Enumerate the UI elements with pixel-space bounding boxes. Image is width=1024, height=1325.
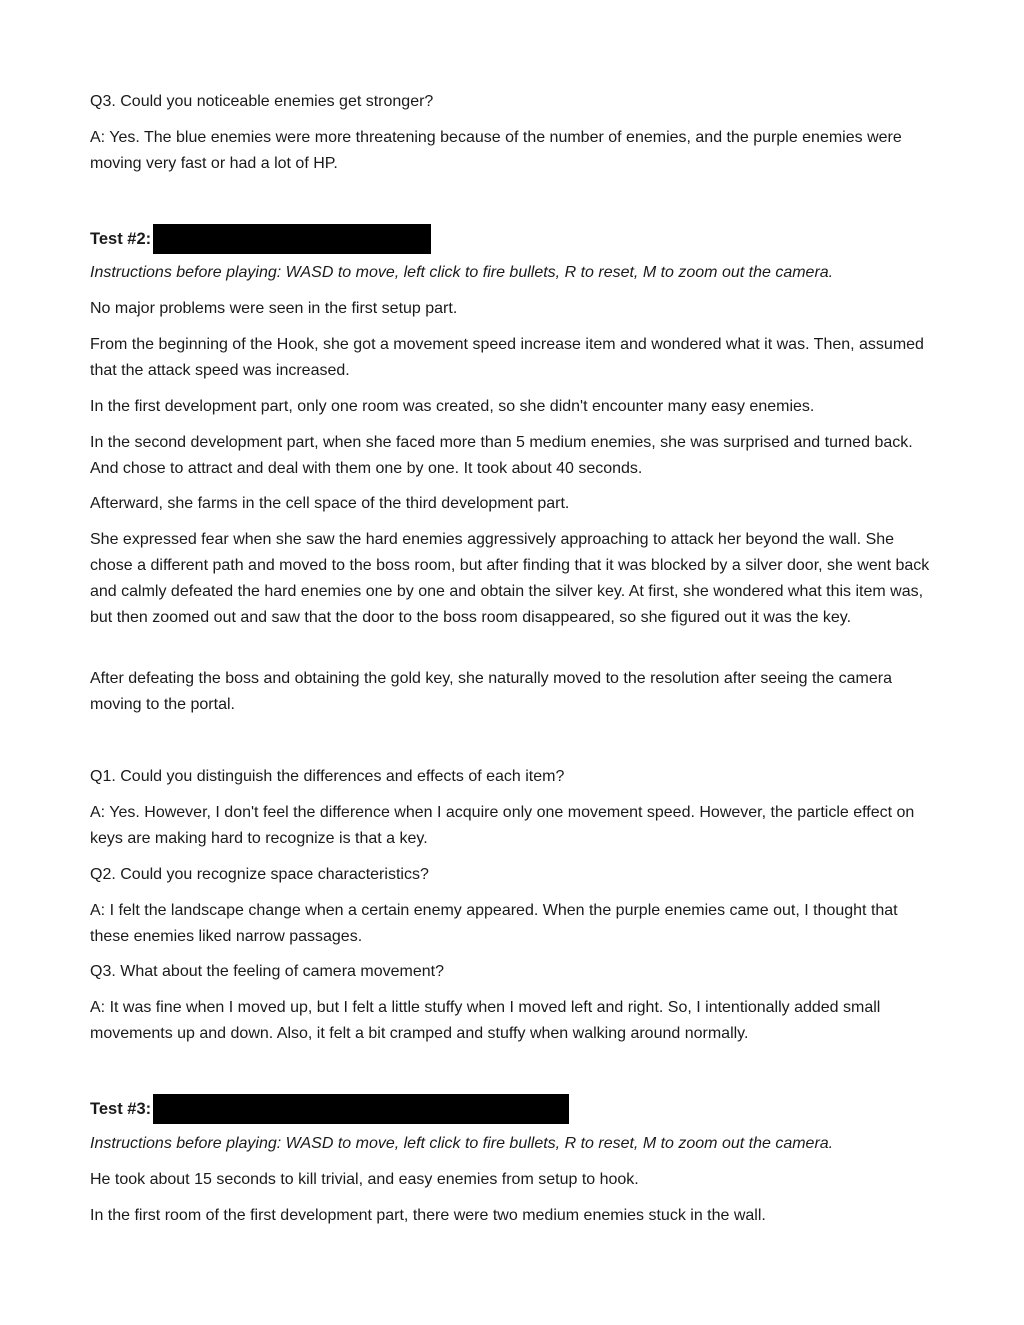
observation-paragraph: In the first room of the first development part, there were two medium enemies stuck in the wall. [90, 1207, 766, 1224]
test-3-heading-label: Test #3: [90, 1100, 152, 1118]
observation-paragraph: From the beginning of the Hook, she got a movement speed increase item and wondered what it was. Then, assumed that the attack speed was increased. [90, 336, 924, 379]
observation-paragraph: After defeating the boss and obtaining the gold key, she naturally moved to the resolution after seeing the camera moving to the portal. [90, 670, 892, 713]
question-text: Q3. Could you noticeable enemies get stronger? [90, 93, 434, 110]
test-2-heading-label: Test #2: [90, 230, 152, 248]
answer-text: A: I felt the landscape change when a certain enemy appeared. When the purple enemies came out, I thought that these enemies liked narrow passages. [90, 902, 898, 945]
redaction-bar [153, 224, 431, 254]
question-text: Q2. Could you recognize space characteristics? [90, 866, 429, 883]
answer-text: A: Yes. The blue enemies were more threatening because of the number of enemies, and the purple enemies were moving very fast or had a lot of HP. [90, 129, 902, 172]
test-3-heading [90, 1094, 569, 1124]
observation-paragraph: No major problems were seen in the first setup part. [90, 300, 458, 317]
observation-paragraph: She expressed fear when she saw the hard enemies aggressively approaching to attack her beyond the wall. She chose a different path and moved to the boss room, but after finding that it was blocked by a silver door, she went back and calmly defeated the hard enemies one by one and obtain the silver key. At first, she wondered what this item was, but then zoomed out and saw that the door to the boss room disappeared, so she figured out it was the key. [90, 531, 930, 626]
observation-paragraph: He took about 15 seconds to kill trivial, and easy enemies from setup to hook. [90, 1171, 639, 1188]
test-3-instructions: Instructions before playing: WASD to move, left click to fire bullets, R to reset, M to zoom out the camera. [90, 1135, 834, 1152]
test-2-heading [90, 224, 431, 254]
test-2-instructions: Instructions before playing: WASD to move, left click to fire bullets, R to reset, M to zoom out the camera. [90, 264, 834, 281]
question-text: Q1. Could you distinguish the differences and effects of each item? [90, 768, 565, 785]
observation-paragraph: In the first development part, only one room was created, so she didn't encounter many easy enemies. [90, 398, 815, 415]
answer-text: A: Yes. However, I don't feel the difference when I acquire only one movement speed. However, the particle effect on keys are making hard to recognize is that a key. [90, 804, 915, 847]
observation-paragraph: Afterward, she farms in the cell space of the third development part. [90, 495, 570, 512]
redaction-bar [153, 1094, 569, 1124]
question-text: Q3. What about the feeling of camera movement? [90, 963, 444, 980]
observation-paragraph: In the second development part, when she faced more than 5 medium enemies, she was surprised and turned back. And chose to attract and deal with them one by one. It took about 40 seconds. [90, 434, 913, 477]
answer-text: A: It was fine when I moved up, but I felt a little stuffy when I moved left and right. So, I intentionally added small movements up and down. Also, it felt a bit cramped and stuffy when walking around normally. [90, 999, 881, 1042]
